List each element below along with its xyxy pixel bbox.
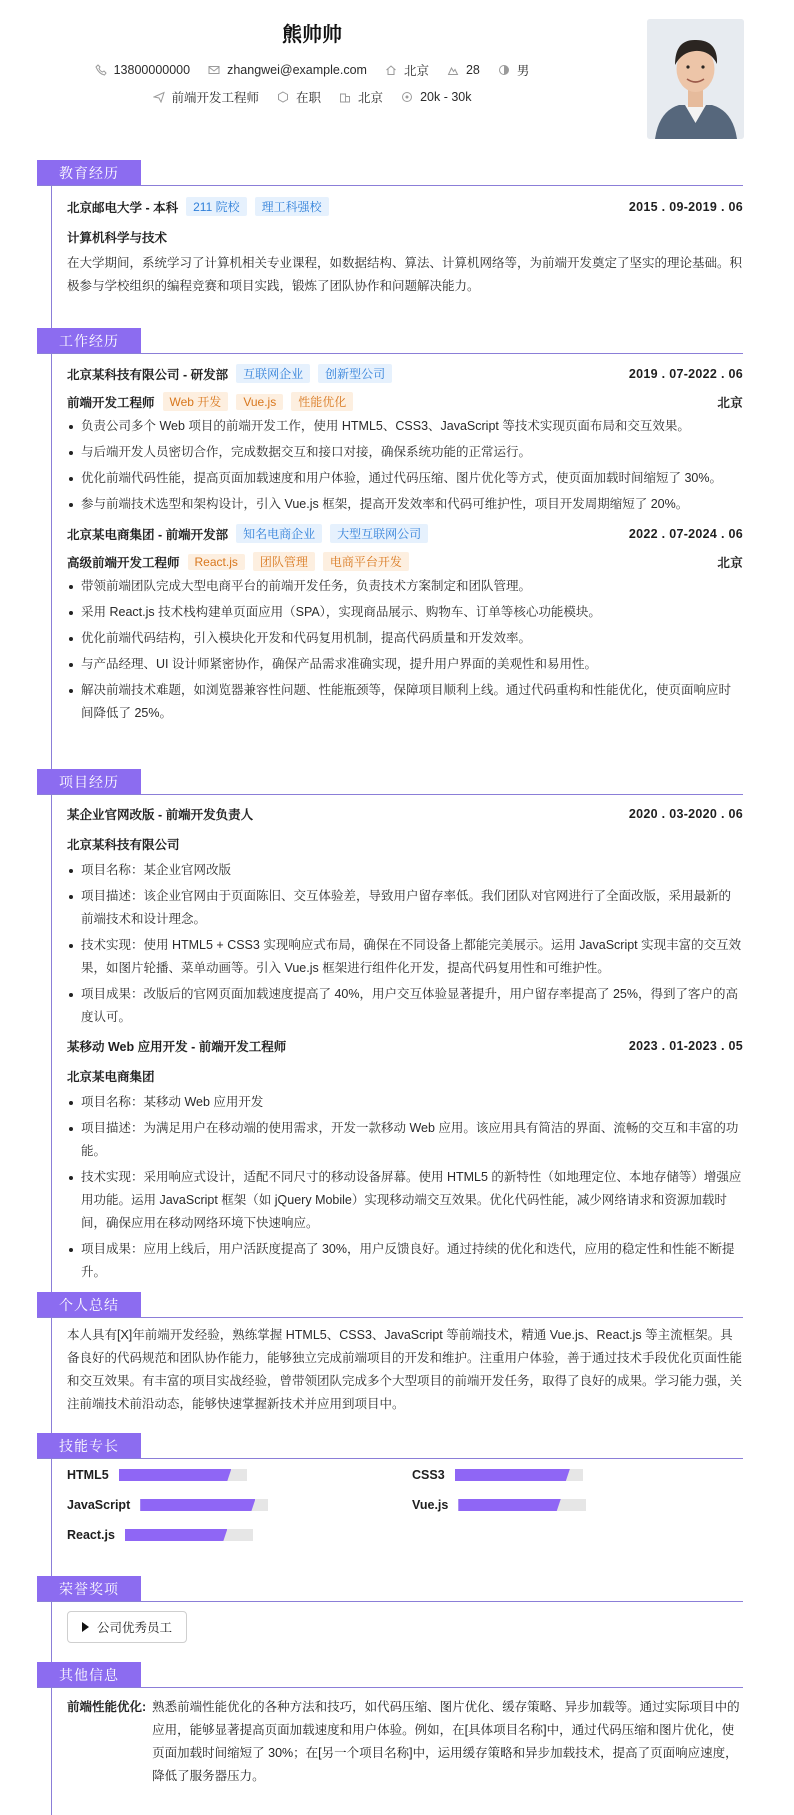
section-education: [37, 160, 743, 298]
skill-bar: [125, 1529, 253, 1541]
status-text: 在职: [296, 91, 322, 105]
company-name: 北京某科技有限公司 - 研发部: [67, 367, 229, 382]
position-item: [153, 88, 260, 106]
role-tag: 性能优化: [291, 392, 353, 411]
age-item: [447, 61, 480, 79]
other-key: 前端性能优化:: [67, 1700, 147, 1714]
salary-item: [401, 88, 471, 106]
list-item: 技术实现：采用响应式设计，适配不同尺寸的移动设备屏幕。使用 HTML5 的新特性（如地理定位、本地存储等）增强应用功能。运用 JavaScript 框架（如 jQuery Mobile）实现移动端交互效果。优化代码性能，减少网络请求和资源加载时间，确保应用在移动网络环境下快速响应。: [67, 1166, 743, 1235]
skill-name: Vue.js: [412, 1498, 449, 1512]
education-period: 2015 . 09-2019 . 06: [628, 199, 743, 214]
job-city: 北京: [717, 555, 743, 570]
salary-icon: [401, 91, 413, 103]
skill-item: [412, 1468, 757, 1482]
company-name: 北京某电商集团 - 前端开发部: [67, 527, 229, 542]
skill-bar: [140, 1499, 268, 1511]
education-major: 计算机科学与技术: [67, 231, 168, 245]
skill-name: HTML5: [67, 1468, 109, 1482]
gender-text: 男: [516, 64, 530, 78]
project-period: 2023 . 01-2023 . 05: [628, 1039, 743, 1053]
skill-bar-fill: [458, 1499, 560, 1511]
building-icon: [339, 91, 351, 103]
skill-item: [67, 1528, 412, 1542]
role-tag: Vue.js: [236, 394, 283, 410]
profile-photo: [647, 19, 744, 139]
award-item: [67, 1611, 187, 1643]
job-period: 2019 . 07-2022 . 06: [628, 366, 743, 381]
skill-bar: [455, 1469, 583, 1481]
role-tag: 团队管理: [253, 552, 315, 571]
company-tag: 知名电商企业: [236, 524, 322, 543]
section-skills: [37, 1433, 743, 1542]
section-summary: [37, 1292, 743, 1416]
skill-bar-fill: [119, 1469, 232, 1481]
job-duties: [67, 415, 743, 516]
job-role: 前端开发工程师: [67, 395, 155, 410]
school-tag: 211 院校: [186, 197, 246, 216]
list-item: 项目名称：某企业官网改版: [67, 859, 743, 882]
email-item: [208, 61, 367, 79]
role-tag: 电商平台开发: [323, 552, 409, 571]
list-item: 技术实现：使用 HTML5 + CSS3 实现响应式布局，确保在不同设备上都能完美展示。运用 JavaScript 实现丰富的交互效果，如图片轮播、菜单动画等。引入 Vue.js 框架进行组件化开发，提高代码复用性和可维护性。: [67, 934, 743, 980]
email-text: zhangwei@example.com: [227, 63, 367, 77]
education-header: [67, 197, 743, 216]
contact-row: [0, 61, 624, 79]
list-item: 项目成果：改版后的官网页面加载速度提高了 40%，用户交互体验显著提升，用户留存率提高了 25%，得到了客户的高度认可。: [67, 983, 743, 1029]
skill-bar-fill: [125, 1529, 227, 1541]
section-title-projects: 项目经历: [37, 769, 141, 795]
phone-text: 13800000000: [113, 63, 191, 77]
list-item: 采用 React.js 技术栈构建单页面应用（SPA），实现商品展示、购物车、订单等核心功能模块。: [67, 601, 743, 624]
section-title-work: 工作经历: [37, 328, 141, 354]
gender-item: [498, 61, 530, 79]
skill-name: JavaScript: [67, 1498, 131, 1512]
summary-text: 本人具有[X]年前端开发经验，熟练掌握 HTML5、CSS3、JavaScript 等前端技术，精通 Vue.js、React.js 等主流框架。具备良好的代码规范和团队协作能力，能够独立完成前端项目的开发和维护。注重用户体验，善于通过技术手段优化页面性能和交互效果。有丰富的项目实战经验，曾带领团队完成多个大型项目的前端开发任务，取得了良好的成果。学习能力强，关注前端技术前沿动态，能够快速掌握新技术并应用到项目中。: [67, 1328, 743, 1411]
phone-item: [95, 61, 190, 79]
gender-icon: [498, 64, 510, 76]
section-awards: [37, 1576, 743, 1643]
job-role-row: [67, 552, 743, 571]
list-item: 与后端开发人员密切合作，完成数据交互和接口对接，确保系统功能的正常运行。: [67, 441, 743, 464]
project-company: 北京某科技有限公司: [67, 838, 180, 852]
school-tag: 理工科强校: [255, 197, 329, 216]
project-company: 北京某电商集团: [67, 1070, 155, 1084]
job-duties: [67, 575, 743, 725]
company-tag: 大型互联网公司: [330, 524, 428, 543]
age-icon: [447, 64, 459, 76]
section-other: [37, 1662, 743, 1788]
section-projects: [37, 769, 743, 1284]
section-work: [37, 328, 743, 725]
skill-name: React.js: [67, 1528, 115, 1542]
job-role-row: [67, 392, 743, 411]
section-title-skills: 技能专长: [37, 1433, 141, 1459]
phone-icon: [95, 64, 107, 76]
section-title-awards: 荣誉奖项: [37, 1576, 141, 1602]
skill-bar: [458, 1499, 586, 1511]
salary-text: 20k - 30k: [420, 90, 472, 104]
job-header: [67, 524, 743, 543]
list-item: 优化前端代码结构，引入模块化开发和代码复用机制，提高代码质量和开发效率。: [67, 627, 743, 650]
status-item: [277, 88, 321, 106]
list-item: 参与前端技术选型和架构设计，引入 Vue.js 框架，提高开发效率和代码可维护性，项目开发周期缩短了 20%。: [67, 493, 743, 516]
role-tag: React.js: [188, 554, 245, 570]
caret-right-icon: [82, 1622, 89, 1632]
job-city: 北京: [717, 395, 743, 410]
section-title-education: 教育经历: [37, 160, 141, 186]
project-title: 某移动 Web 应用开发 - 前端开发工程师: [67, 1040, 287, 1054]
skill-name: CSS3: [412, 1468, 445, 1482]
project-header: [67, 805, 743, 823]
other-value: 熟悉前端性能优化的各种方法和技巧，如代码压缩、图片优化、缓存策略、异步加载等。通过实际项目中的应用，能够显著提高页面加载速度和用户体验。例如，在[具体项目名称]中，通过代码压缩和图片优化，使页面加载时间缩短了 30%；在[另一个项目名称]中，运用缓存策略和异步加载技术，提高了页面响应速度，降低了服务器压力。: [152, 1700, 740, 1783]
list-item: 负责公司多个 Web 项目的前端开发工作，使用 HTML5、CSS3、JavaScript 等技术实现页面布局和交互效果。: [67, 415, 743, 438]
send-icon: [153, 91, 165, 103]
project-header: [67, 1037, 743, 1055]
company-tag: 创新型公司: [318, 364, 392, 383]
job-role: 高级前端开发工程师: [67, 555, 180, 570]
project-details: [67, 1091, 743, 1284]
section-title-other: 其他信息: [37, 1662, 141, 1688]
resume-header: [0, 0, 794, 160]
mail-icon: [208, 64, 220, 76]
job-header: [67, 364, 743, 383]
skill-item: [67, 1468, 412, 1482]
position-text: 前端开发工程师: [171, 91, 260, 105]
skill-bar-fill: [140, 1499, 255, 1511]
skill-bar-fill: [455, 1469, 570, 1481]
status-icon: [277, 91, 289, 103]
job-period: 2022 . 07-2024 . 06: [628, 526, 743, 541]
skill-item: [67, 1498, 412, 1512]
list-item: 与产品经理、UI 设计师紧密协作，确保产品需求准确实现，提升用户界面的美观性和易用性。: [67, 653, 743, 676]
school-name: 北京邮电大学 - 本科: [67, 200, 179, 215]
company-tag: 互联网企业: [236, 364, 310, 383]
candidate-name: 熊帅帅: [282, 24, 342, 46]
list-item: 项目描述：为满足用户在移动端的使用需求，开发一款移动 Web 应用。该应用具有简洁的界面、流畅的交互和丰富的功能。: [67, 1117, 743, 1163]
work-city-text: 北京: [358, 91, 384, 105]
list-item: 项目成果：应用上线后，用户活跃度提高了 30%，用户反馈良好。通过持续的优化和迭代，应用的稳定性和性能不断提升。: [67, 1238, 743, 1284]
list-item: 项目描述：该企业官网由于页面陈旧、交互体验差，导致用户留存率低。我们团队对官网进行了全面改版，采用最新的前端技术和设计理念。: [67, 885, 743, 931]
project-period: 2020 . 03-2020 . 06: [628, 807, 743, 821]
project-details: [67, 859, 743, 1029]
section-title-summary: 个人总结: [37, 1292, 141, 1318]
city-item: [385, 61, 429, 79]
job-row: [0, 88, 624, 106]
list-item: 带领前端团队完成大型电商平台的前端开发任务，负责技术方案制定和团队管理。: [67, 575, 743, 598]
other-item: [67, 1696, 743, 1788]
skill-item: [412, 1498, 757, 1512]
project-title: 某企业官网改版 - 前端开发负责人: [67, 808, 254, 822]
work-city-item: [339, 88, 383, 106]
list-item: 解决前端技术难题，如浏览器兼容性问题、性能瓶颈等，保障项目顺利上线。通过代码重构和性能优化，使页面响应时间降低了 25%。: [67, 679, 743, 725]
education-desc: 在大学期间，系统学习了计算机相关专业课程，如数据结构、算法、计算机网络等，为前端开发奠定了坚实的理论基础。积极参与学校组织的编程竞赛和项目实践，锻炼了团队协作和问题解决能力。: [67, 256, 743, 293]
list-item: 项目名称：某移动 Web 应用开发: [67, 1091, 743, 1114]
home-icon: [385, 64, 397, 76]
age-text: 28: [465, 63, 480, 77]
award-name: 公司优秀员工: [97, 1621, 173, 1635]
skill-bar: [119, 1469, 247, 1481]
role-tag: Web 开发: [163, 392, 229, 411]
list-item: 优化前端代码性能，提高页面加载速度和用户体验，通过代码压缩、图片优化等方式，使页面加载时间缩短了 30%。: [67, 467, 743, 490]
city-text: 北京: [403, 64, 429, 78]
skill-grid: [67, 1468, 743, 1542]
